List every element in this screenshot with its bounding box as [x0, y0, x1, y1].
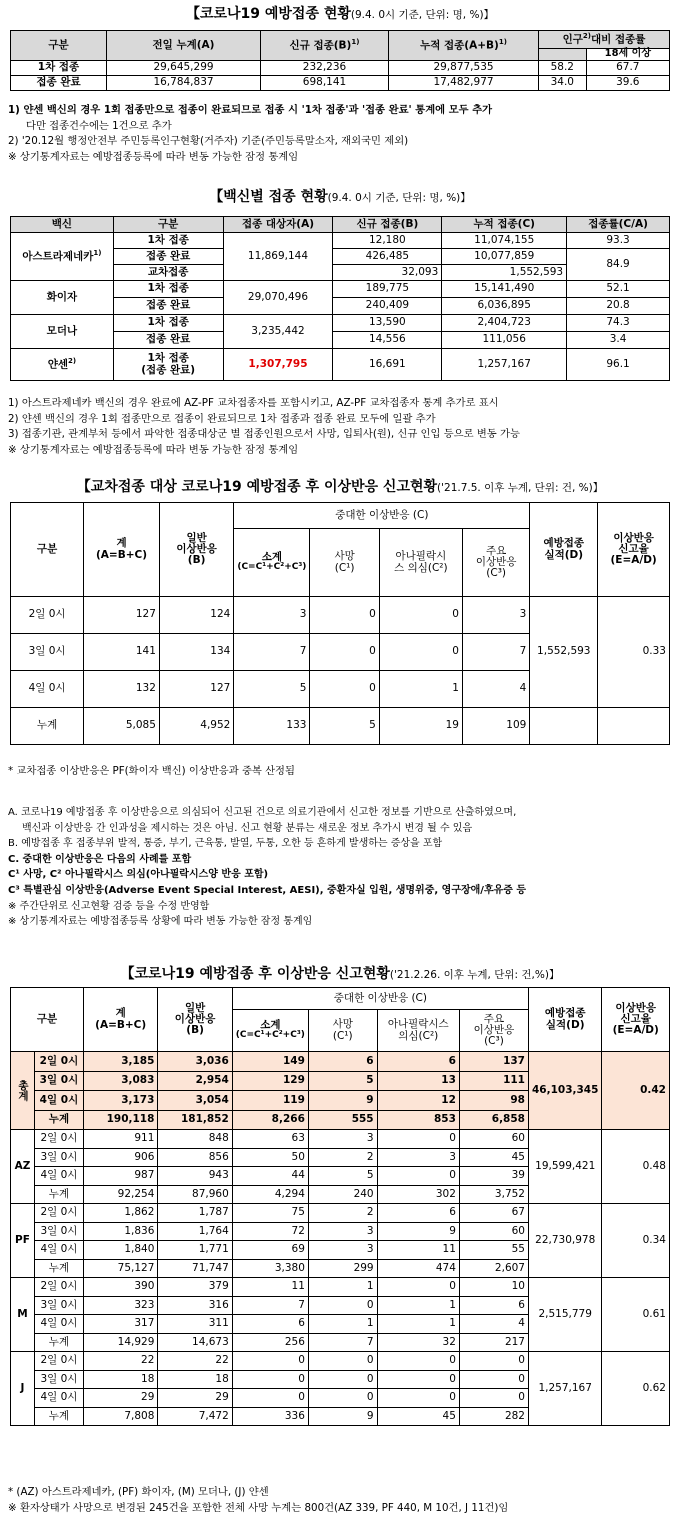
vaccination-status-title: 【코로나19 예방접종 현황(9.4. 0시 기준, 단위: 명, %)】: [185, 6, 495, 22]
report-rate: 0.48: [602, 1130, 670, 1204]
table-row: 3일 0시 18 18 0 0 0 0: [11, 1370, 670, 1389]
vaccine-status-table: 백신 구분 접종 대상자(A) 신규 접종(B) 누적 접종(C) 접종률(C/A) 아스트라제네카$^{1)}$ 1차 접종 11,869,144 12,180 11,074,155 93.3 접종 완료 426,485 10,077,859 84.9 교차접종 32,093 1,552,593 화이자 1차 접종 29,070,496 189,775 15,141,490 52.1 접종 완료 240,409 6,036,895 20.8 모더나 1차 접종 3,235,442 13,590 2,404,723 74.3 접종 완료 14,556 111,056 3.4 얀센$^{2)}$ 1차 접종 (접종 완료) 1,307,795 16,691 1,257,167 96.1: [10, 216, 670, 381]
report-rate: 0.34: [602, 1204, 670, 1278]
table-row: 누계 190,118 181,852 8,266 555 853 6,858: [11, 1110, 670, 1130]
report-rate: 0.62: [602, 1352, 670, 1426]
notes-1: 1) 얀센 백신의 경우 1회 접종만으로 접종이 완료되므로 접종 시 '1차 접종'과 '접종 완료' 통계에 모두 추가 다만 접종건수에는 1건으로 추가 2) '20.12월 행정안전부 주민등록인구현황(거주자) 기준(주민등록말소자, 재외국민 제외) ※ 상기통계자료는 예방접종등록에 따라 변동 가능한 잠정 통계임: [8, 104, 493, 163]
table-row: 누계 7,808 7,472 336 9 45 282: [11, 1407, 670, 1426]
group-label: PF: [11, 1204, 35, 1278]
table-row: 누계 75,127 71,747 3,380 299 474 2,607: [11, 1259, 670, 1278]
group-label: M: [11, 1278, 35, 1352]
table-row: 3일 0시 141 134 7 0 0 7: [11, 634, 670, 671]
table-row: 4일 0시 317 311 6 1 1 4: [11, 1315, 670, 1334]
group-label: AZ: [11, 1130, 35, 1204]
report-rate: 0.42: [602, 1052, 670, 1130]
table-row: 총계 2일 0시 3,185 3,036 149 6 6 137 46,103,345 0.42: [11, 1052, 670, 1072]
table-row: J 2일 0시 22 22 0 0 0 0 1,257,167 0.62: [11, 1352, 670, 1371]
table-row: 4일 0시 29 29 0 0 0 0: [11, 1389, 670, 1408]
table-row: 4일 0시 132 127 5 0 1 4: [11, 671, 670, 708]
vac-count: 22,730,978: [528, 1204, 601, 1278]
vac-count: 19,599,421: [528, 1130, 601, 1204]
vac-count: 46,103,345: [528, 1052, 601, 1130]
table-row: 누계 14,929 14,673 256 7 32 217: [11, 1333, 670, 1352]
table-row: 1차 접종 29,645,299 232,236 29,877,535 58.2 67.7: [11, 61, 670, 76]
table-row: AZ 2일 0시 911 848 63 3 0 60 19,599,421 0.48: [11, 1130, 670, 1149]
adverse-reaction-table: 구분 계 (A=B+C) 일반 이상반응 (B) 중대한 이상반응 (C) 예방접종 실적(D) 이상반응 신고율 (E=A/D) 소계 (C=C¹+C²+C³) 사망 (C¹) 아나필락시스 의심(C²) 주요 이상반응 (C³) 총계 2일 0시 3,185 3,036 149 6 6 137 46,103,345 0.42 3일 0시 3,083 2,954 129 5 13 111 4일 0시 3,173 3,054 119 9 12 98 누계 190,118 181,852 8,266 555 853 6,858 AZ 2일 0시 911 848 63 3 0 60 19,599,421 0.48 3일 0시 906 856 50 2 3 45 4일 0시 987 943 44 5 0 39 누계 92,254 87,960 4,294 240 302 3,752 PF 2일 0시 1,862 1,787 75 2 6 67 22,730,978 0.34 3일 0시 1,836 1,764 72 3 9 60 4일 0시 1,840 1,771 69 3 11 55 누계 75,127 71,747 3,380 299 474 2,607 M 2일 0시 390 379 11 1 0 10 2,515,779 0.61 3일 0시 323 316 7 0 1 6 4일 0시 317 311 6 1 1 4 누계 14,929 14,673 256 7 32 217 J 2일 0시 22 22 0 0 0 0 1,257,167 0.62 3일 0시 18 18 0 0 0 0 4일 0시 29 29 0 0 0 0 누계 7,808 7,472 336 9 45 282: [10, 987, 670, 1426]
table-row: 접종 완료 16,784,837 698,141 17,482,977 34.0 39.6: [11, 76, 670, 91]
report-rate: 0.61: [602, 1278, 670, 1352]
table-row: M 2일 0시 390 379 11 1 0 10 2,515,779 0.61: [11, 1278, 670, 1297]
group-label: J: [11, 1352, 35, 1426]
table-row: 3일 0시 3,083 2,954 129 5 13 111: [11, 1071, 670, 1091]
table-row: 누계 5,085 4,952 133 5 19 109: [11, 708, 670, 745]
table-row: 누계 92,254 87,960 4,294 240 302 3,752: [11, 1185, 670, 1204]
vaccine-status-title: 【백신별 접종 현황(9.4. 0시 기준, 단위: 명, %)】: [209, 189, 471, 205]
notes-3: * 교차접종 이상반응은 PF(화이자 백신) 이상반응과 중복 산정됨: [8, 765, 295, 777]
cross-vaccination-table: 구분 계 (A=B+C) 일반 이상반응 (B) 중대한 이상반응 (C) 예방접종 실적(D) 이상반응 신고율 (E=A/D) 소계 (C=C¹+C²+C³) 사망 (C¹) 아나필락시 스 의심(C²) 주요 이상반응 (C³) 2일 0시 127 124 3 0 0 3 1,552,593 0.33 3일 0시 141 134 7 0 0 7 4일 0시 132 127 5 0 1 4 누계 5,085 4,952 133 5 19 109: [10, 502, 670, 745]
table-row: 2일 0시 127 124 3 0 0 3 1,552,593 0.33: [11, 597, 670, 634]
table-row: 3일 0시 906 856 50 2 3 45: [11, 1148, 670, 1167]
notes-5: * (AZ) 아스트라제네카, (PF) 화이자, (M) 모더나, (J) 얀센 ※ 환자상태가 사망으로 변경된 245건을 포함한 전체 사망 누계는 800건(AZ 339, PF 440, M 10건, J 11건)임: [8, 1486, 509, 1514]
table-row: 3일 0시 323 316 7 0 1 6: [11, 1296, 670, 1315]
vaccination-status-table: 구분 전일 누계(A) 신규 접종$(B)^{1)}$ 누적 접종$(A+B)^{1)}$ 인구$^{2)}$대비 접종률 18세 이상 1차 접종 29,645,299 232,236 29,877,535 58.2 67.7 접종 완료 16,784,837 698,141 17,482,977 34.0 39.6: [10, 30, 670, 91]
adverse-reaction-title: 【코로나19 예방접종 후 이상반응 신고현황('21.2.26. 이후 누계, 단위: 건,%)】: [120, 966, 560, 982]
cross-vaccination-title: 【교차접종 대상 코로나19 예방접종 후 이상반응 신고현황('21.7.5. 이후 누계, 단위: 건, %)】: [76, 479, 604, 495]
notes-2: 1) 아스트라제네카 백신의 경우 완료에 AZ-PF 교차접종자를 포함시키고, AZ-PF 교차접종자 통계 추가로 표시 2) 얀센 백신의 경우 1회 접종만으로 접종이 완료되므로 1차 접종과 접종 완료 모두에 일괄 추가 3) 접종기관, 관계부처 등에서 파악한 접종대상군 별 접종인원으로서 사망, 입퇴사(원), 신규 인입 등으로 변동 가능 ※ 상기통계자료는 예방접종등록에 따라 변동 가능한 잠정 통계임: [8, 397, 520, 456]
vac-count: 2,515,779: [528, 1278, 601, 1352]
table-row: 4일 0시 987 943 44 5 0 39: [11, 1167, 670, 1186]
notes-4: A. 코로나19 예방접종 후 이상반응으로 의심되어 신고된 건으로 의료기관에서 신고한 정보를 기반으로 산출하였으며, 백신과 이상반응 간 인과성을 제시하는 것은 아님. 신고 현황 분류는 새로운 정보 추가시 변경 될 수 있음 B. 예방접종 후 접종부위 발적, 통증, 부기, 근육통, 발열, 두통, 오한 등 흔하게 발생하는 증상을 포함 C. 중대한 이상반응은 다음의 사례를 포함 C¹ 사망, C² 아나필락시스 의심(아나필락시스양 반응 포함) C³ 특별관심 이상반응(Adverse Event Special Interest, AESI), 중환자실 입원, 생명위중, 영구장애/후유증 등 ※ 주간단위로 신고현황 검증 등을 수정 반영함 ※ 상기통계자료는 예방접종등록 상황에 따라 변동 가능한 잠정 통계임: [8, 807, 527, 928]
table-row: 4일 0시 3,173 3,054 119 9 12 98: [11, 1091, 670, 1111]
table-row: 3일 0시 1,836 1,764 72 3 9 60: [11, 1222, 670, 1241]
group-label: 총계: [11, 1052, 35, 1130]
vac-count: 1,257,167: [528, 1352, 601, 1426]
table-row: 4일 0시 1,840 1,771 69 3 11 55: [11, 1241, 670, 1260]
table-row: PF 2일 0시 1,862 1,787 75 2 6 67 22,730,978 0.34: [11, 1204, 670, 1223]
